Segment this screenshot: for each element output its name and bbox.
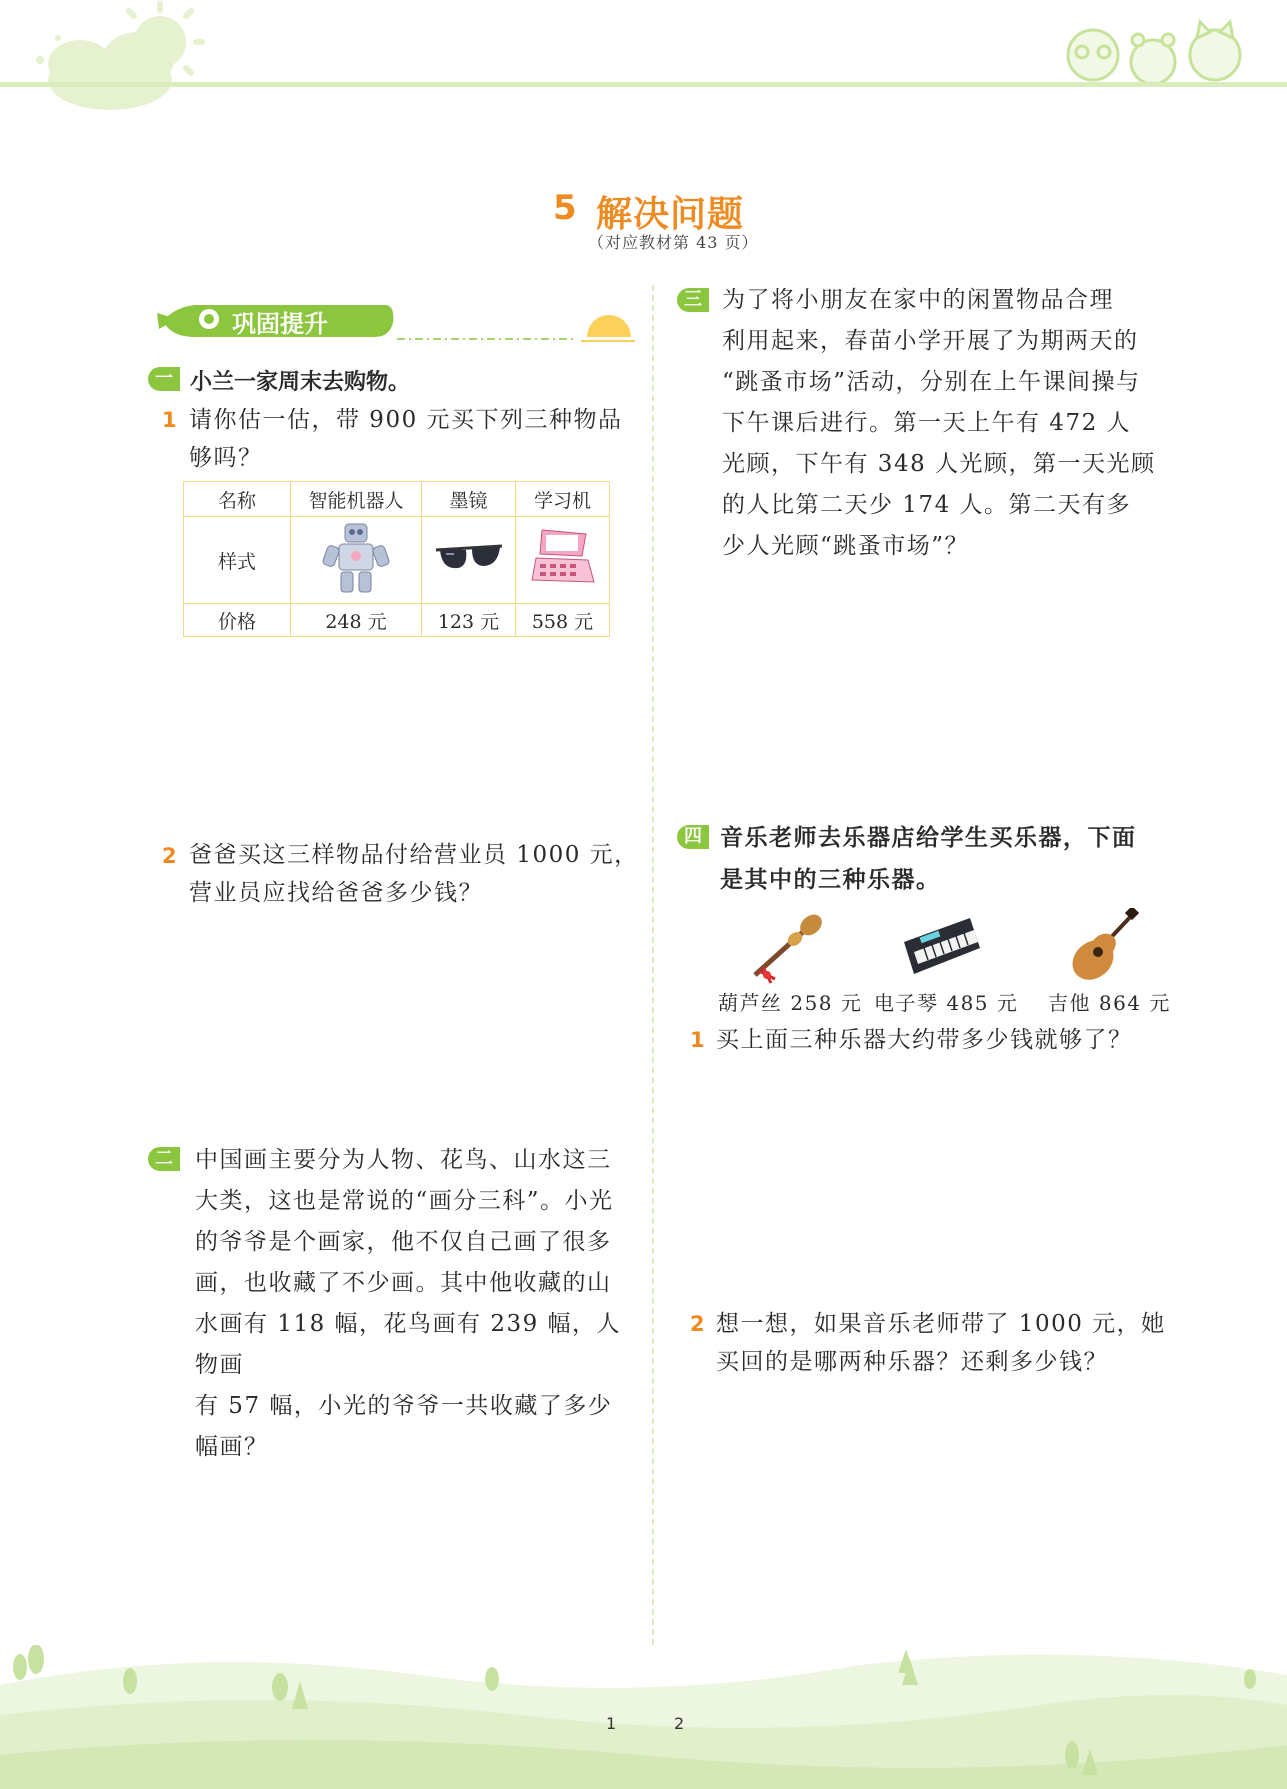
section-2-line: 水画有 118 幅，花鸟画有 239 幅，人物画 xyxy=(195,1311,622,1378)
table-cell: 558 元 xyxy=(516,604,610,637)
hulusi-icon xyxy=(745,905,835,985)
question-2-line: 营业员应找给爸爸多少钱？ xyxy=(189,880,483,906)
question-2-line: 想一想，如果音乐老师带了 1000 元，她 xyxy=(716,1311,1166,1337)
page-subtitle: （对应教材第 43 页） xyxy=(588,233,759,252)
section-4-heading: 是其中的三种乐器。 xyxy=(720,867,941,893)
question-2-number: 2 xyxy=(162,844,177,868)
section-3-line: 少人光顾“跳蚤市场”？ xyxy=(722,533,970,559)
learning-machine-icon xyxy=(528,526,598,590)
section-3-line: 的人比第二天少 174 人。第二天有多 xyxy=(722,492,1132,518)
page-number-left: 1 xyxy=(606,1714,617,1733)
guitar-icon xyxy=(1063,908,1139,984)
table-cell: 名称 xyxy=(184,482,291,517)
section-3-line: 利用起来，春苗小学开展了为期两天的 xyxy=(722,328,1139,354)
table-row xyxy=(184,604,610,637)
section-4-heading: 音乐老师去乐器店给学生买乐器，下面 xyxy=(720,825,1137,851)
section-3-line: 下午课后进行。第一天上午有 472 人 xyxy=(722,410,1132,436)
section-2-line: 大类，这也是常说的“画分三科”。小光 xyxy=(195,1188,614,1214)
question-1-number: 1 xyxy=(162,408,177,432)
section-2-line: 有 57 幅，小光的爷爷一共收藏了多少 xyxy=(195,1393,613,1419)
footer-landscape xyxy=(0,1645,1287,1789)
section-3-line: 为了将小朋友在家中的闲置物品合理 xyxy=(722,287,1114,313)
section-2-line: 幅画？ xyxy=(195,1434,269,1460)
page-number-right: 2 xyxy=(674,1714,685,1733)
section-badge-3: 三 xyxy=(677,288,709,312)
table-cell xyxy=(516,517,610,604)
table-cell: 价格 xyxy=(184,604,291,637)
question-1-line: 请你估一估，带 900 元买下列三种物品 xyxy=(189,407,623,433)
table-cell xyxy=(422,517,516,604)
table-row xyxy=(184,517,610,604)
table-cell: 248 元 xyxy=(291,604,422,637)
sunglasses-icon xyxy=(434,538,504,578)
question-2-line: 爸爸买这三样物品付给营业员 1000 元， xyxy=(189,842,639,868)
sunset-icon xyxy=(581,315,635,341)
instrument-label: 电子琴 485 元 xyxy=(874,991,1019,1015)
question-2-line: 买回的是哪两种乐器？还剩多少钱？ xyxy=(716,1349,1108,1375)
table-cell: 墨镜 xyxy=(422,482,516,517)
banner-label: 巩固提升 xyxy=(232,310,328,338)
question-2-number: 2 xyxy=(690,1312,705,1336)
question-1-line: 够吗？ xyxy=(189,445,263,471)
section-3-line: “跳蚤市场”活动，分别在上午课间操与 xyxy=(722,369,1141,395)
instrument-label: 吉他 864 元 xyxy=(1048,991,1171,1015)
header-decoration xyxy=(0,0,1287,120)
section-banner xyxy=(155,295,635,345)
table-cell xyxy=(291,517,422,604)
section-2-line: 的爷爷是个画家，他不仅自己画了很多 xyxy=(195,1229,612,1255)
table-cell: 123 元 xyxy=(422,604,516,637)
section-2-line: 中国画主要分为人物、花鸟、山水这三 xyxy=(195,1147,612,1173)
question-1-number: 1 xyxy=(690,1028,705,1052)
table-row xyxy=(184,482,610,517)
keyboard-icon xyxy=(900,912,984,980)
section-2-line: 画，也收藏了不少画。其中他收藏的山 xyxy=(195,1270,612,1296)
header-rule xyxy=(0,82,1287,87)
section-1-heading: 小兰一家周末去购物。 xyxy=(190,370,411,395)
cloud-icon xyxy=(48,32,174,110)
section-badge-2: 二 xyxy=(148,1147,180,1171)
page-title: 解决问题 xyxy=(596,194,745,235)
section-badge-4: 四 xyxy=(677,825,709,849)
lesson-number: 5 xyxy=(553,188,577,228)
table-cell: 样式 xyxy=(184,517,291,604)
question-1-line: 买上面三种乐器大约带多少钱就够了？ xyxy=(716,1027,1133,1053)
table-cell: 学习机 xyxy=(516,482,610,517)
goods-table xyxy=(183,481,610,637)
instrument-label: 葫芦丝 258 元 xyxy=(718,991,863,1015)
section-badge-1: 一 xyxy=(148,367,180,391)
robot-icon xyxy=(321,520,391,596)
table-cell: 智能机器人 xyxy=(291,482,422,517)
column-divider xyxy=(652,285,654,1645)
animal-friends-icon xyxy=(1068,22,1240,84)
section-3-line: 光顾，下午有 348 人光顾，第一天光顾 xyxy=(722,451,1156,477)
